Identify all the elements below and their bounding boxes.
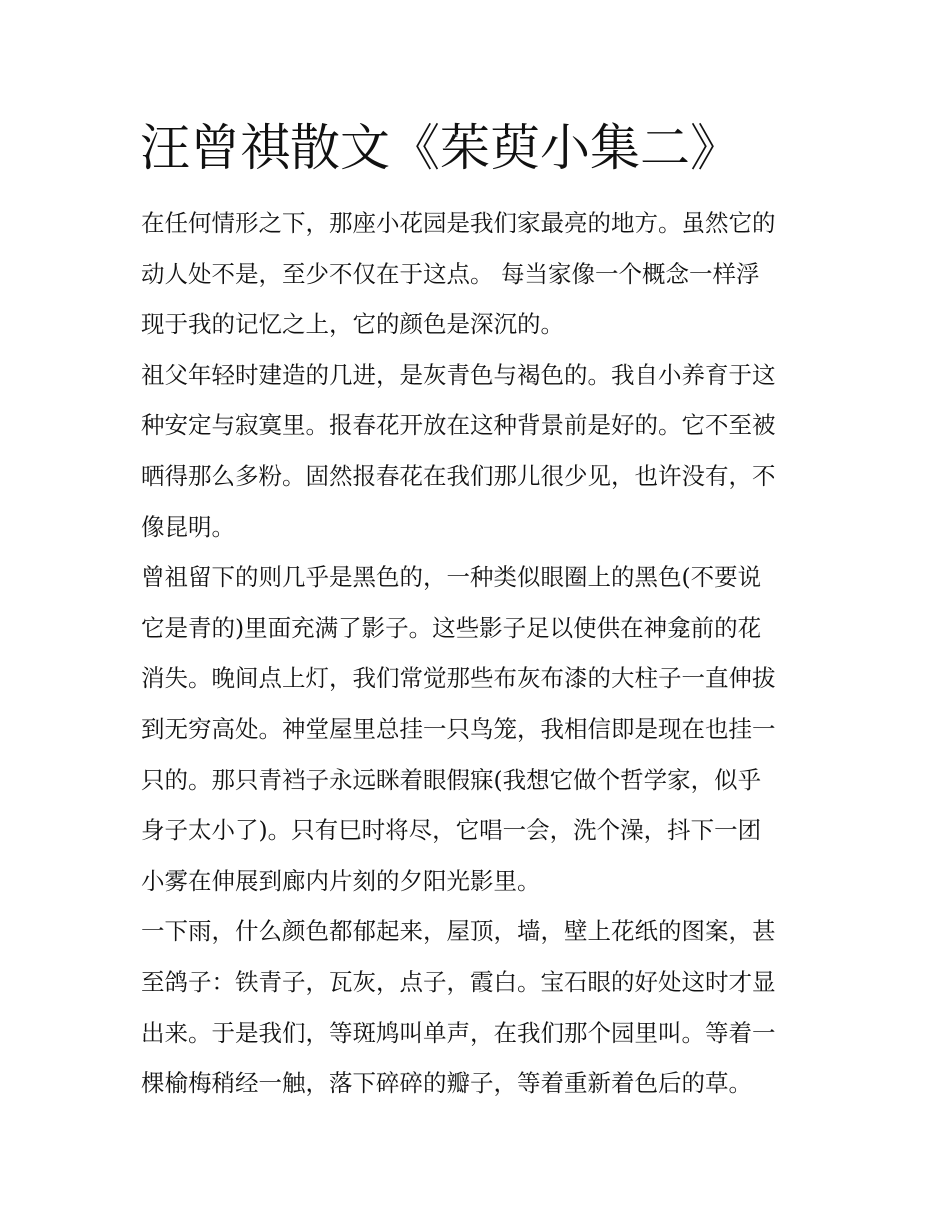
text-line: 小雾在伸展到廊内片刻的夕阳光影里。 xyxy=(141,866,541,895)
page-title: 汪曾祺散文《茱萸小集二》 xyxy=(140,119,740,177)
text-line: 像昆明。 xyxy=(141,512,235,541)
text-line: 棵榆梅稍经一触，落下碎碎的瓣子，等着重新着色后的草。 xyxy=(141,1069,752,1098)
text-line: 至鸽子：铁青子，瓦灰，点子，霞白。宝石眼的好处这时才显 xyxy=(141,967,776,996)
text-line: 动人处不是，至少不仅在于这点。 每当家像一个概念一样浮 xyxy=(141,259,760,288)
text-line: 祖父年轻时建造的几进，是灰青色与褐色的。我自小养育于这 xyxy=(141,360,776,389)
text-line: 一下雨，什么颜色都郁起来，屋顶，墙，壁上花纸的图案，甚 xyxy=(141,917,776,946)
text-line: 曾祖留下的则几乎是黑色的，一种类似眼圈上的黑色(不要说 xyxy=(141,563,762,592)
text-line: 消失。晚间点上灯，我们常觉那些布灰布漆的大柱子一直伸拔 xyxy=(141,664,776,693)
text-line: 出来。于是我们，等斑鸠叫单声，在我们那个园里叫。等着一 xyxy=(141,1018,776,1047)
text-line: 它是青的)里面充满了影子。这些影子足以使供在神龛前的花 xyxy=(141,613,762,642)
text-line: 身子太小了)。只有巳时将尽，它唱一会，洗个澡，抖下一团 xyxy=(141,816,762,845)
body-text xyxy=(141,198,813,1109)
text-line: 种安定与寂寞里。报春花开放在这种背景前是好的。它不至被 xyxy=(141,411,776,440)
text-line: 晒得那么多粉。固然报春花在我们那儿很少见，也许没有，不 xyxy=(141,461,776,490)
text-line: 现于我的记忆之上，它的颜色是深沉的。 xyxy=(141,310,564,339)
text-line: 只的。那只青裆子永远眯着眼假寐(我想它做个哲学家，似乎 xyxy=(141,765,762,794)
text-line: 到无穷高处。神堂屋里总挂一只鸟笼，我相信即是现在也挂一 xyxy=(141,714,776,743)
text-line: 在任何情形之下，那座小花园是我们家最亮的地方。虽然它的 xyxy=(141,209,776,237)
